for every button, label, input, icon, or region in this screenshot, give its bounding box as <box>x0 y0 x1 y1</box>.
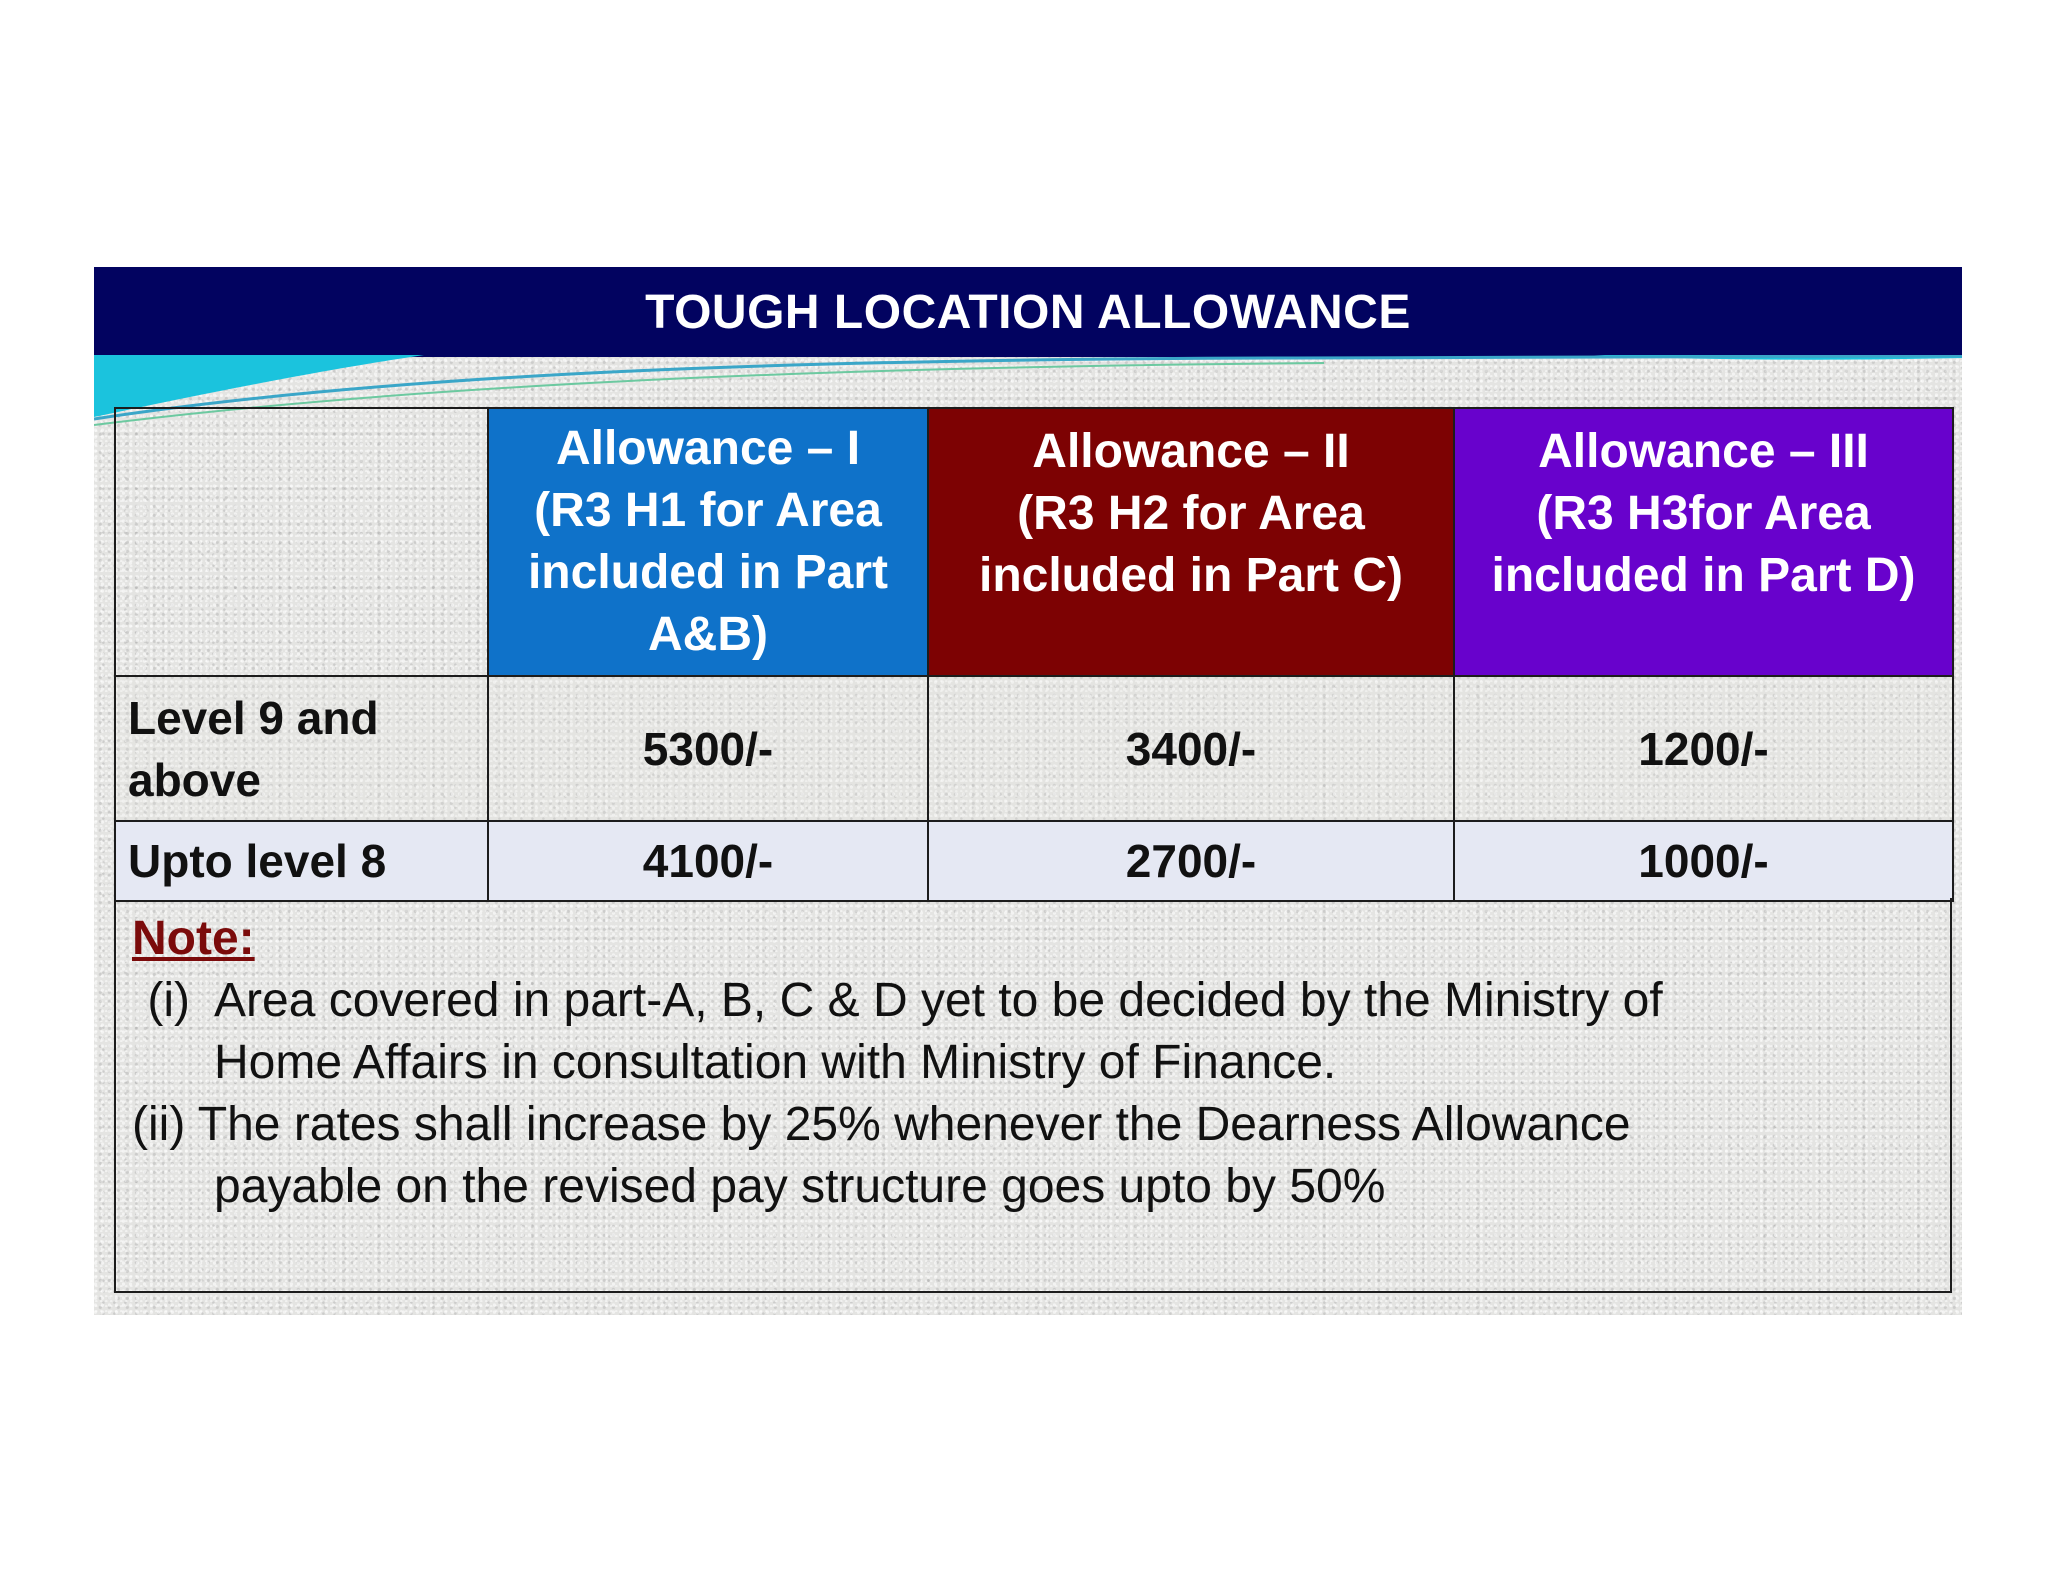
slide <box>94 267 1962 1315</box>
value-cell: 5300/- <box>488 676 928 821</box>
note-line-4: payable on the revised pay structure goes upto by 50% <box>214 1160 1386 1213</box>
header-line: included in Part <box>527 546 889 599</box>
row-label-level-9 <box>115 676 488 821</box>
header-line: included in Part C) <box>978 549 1404 602</box>
header-allowance-1 <box>488 408 928 676</box>
header-blank-cell <box>115 408 488 676</box>
table-row <box>115 821 1953 901</box>
note-line-3: (ii) The rates shall increase by 25% whenever the Dearness Allowance <box>132 1098 1631 1151</box>
value-cell: 3400/- <box>928 676 1454 821</box>
row-label-line: Level 9 and <box>128 691 379 744</box>
note-box <box>114 898 1952 1293</box>
header-allowance-3 <box>1454 408 1953 676</box>
slide-title: TOUGH LOCATION ALLOWANCE <box>645 285 1411 339</box>
note-title: Note: <box>132 912 255 965</box>
note-line-2: Home Affairs in consultation with Ministry of Finance. <box>214 1036 1337 1089</box>
row-label-level-8: Upto level 8 <box>115 821 488 901</box>
allowance-table <box>114 407 1954 902</box>
header-line: Allowance – I <box>555 422 861 475</box>
header-line: A&B) <box>648 608 768 661</box>
header-line: Allowance – III <box>1538 425 1869 478</box>
header-line: (R3 H1 for Area <box>534 484 882 537</box>
title-bar <box>94 267 1962 357</box>
note-line-1: (i) Area covered in part-A, B, C & D yet to be decided by the Ministry of <box>134 974 1663 1027</box>
header-line: included in Part D) <box>1491 549 1916 602</box>
value-cell: 1000/- <box>1454 821 1953 901</box>
header-line: (R3 H3for Area <box>1536 487 1871 540</box>
table-row <box>115 676 1953 821</box>
value-cell: 4100/- <box>488 821 928 901</box>
header-line: Allowance – II <box>1032 425 1350 478</box>
row-label-line: above <box>128 753 261 806</box>
value-cell: 1200/- <box>1454 676 1953 821</box>
header-line: (R3 H2 for Area <box>1017 487 1365 540</box>
value-cell: 2700/- <box>928 821 1454 901</box>
header-allowance-2 <box>928 408 1454 676</box>
